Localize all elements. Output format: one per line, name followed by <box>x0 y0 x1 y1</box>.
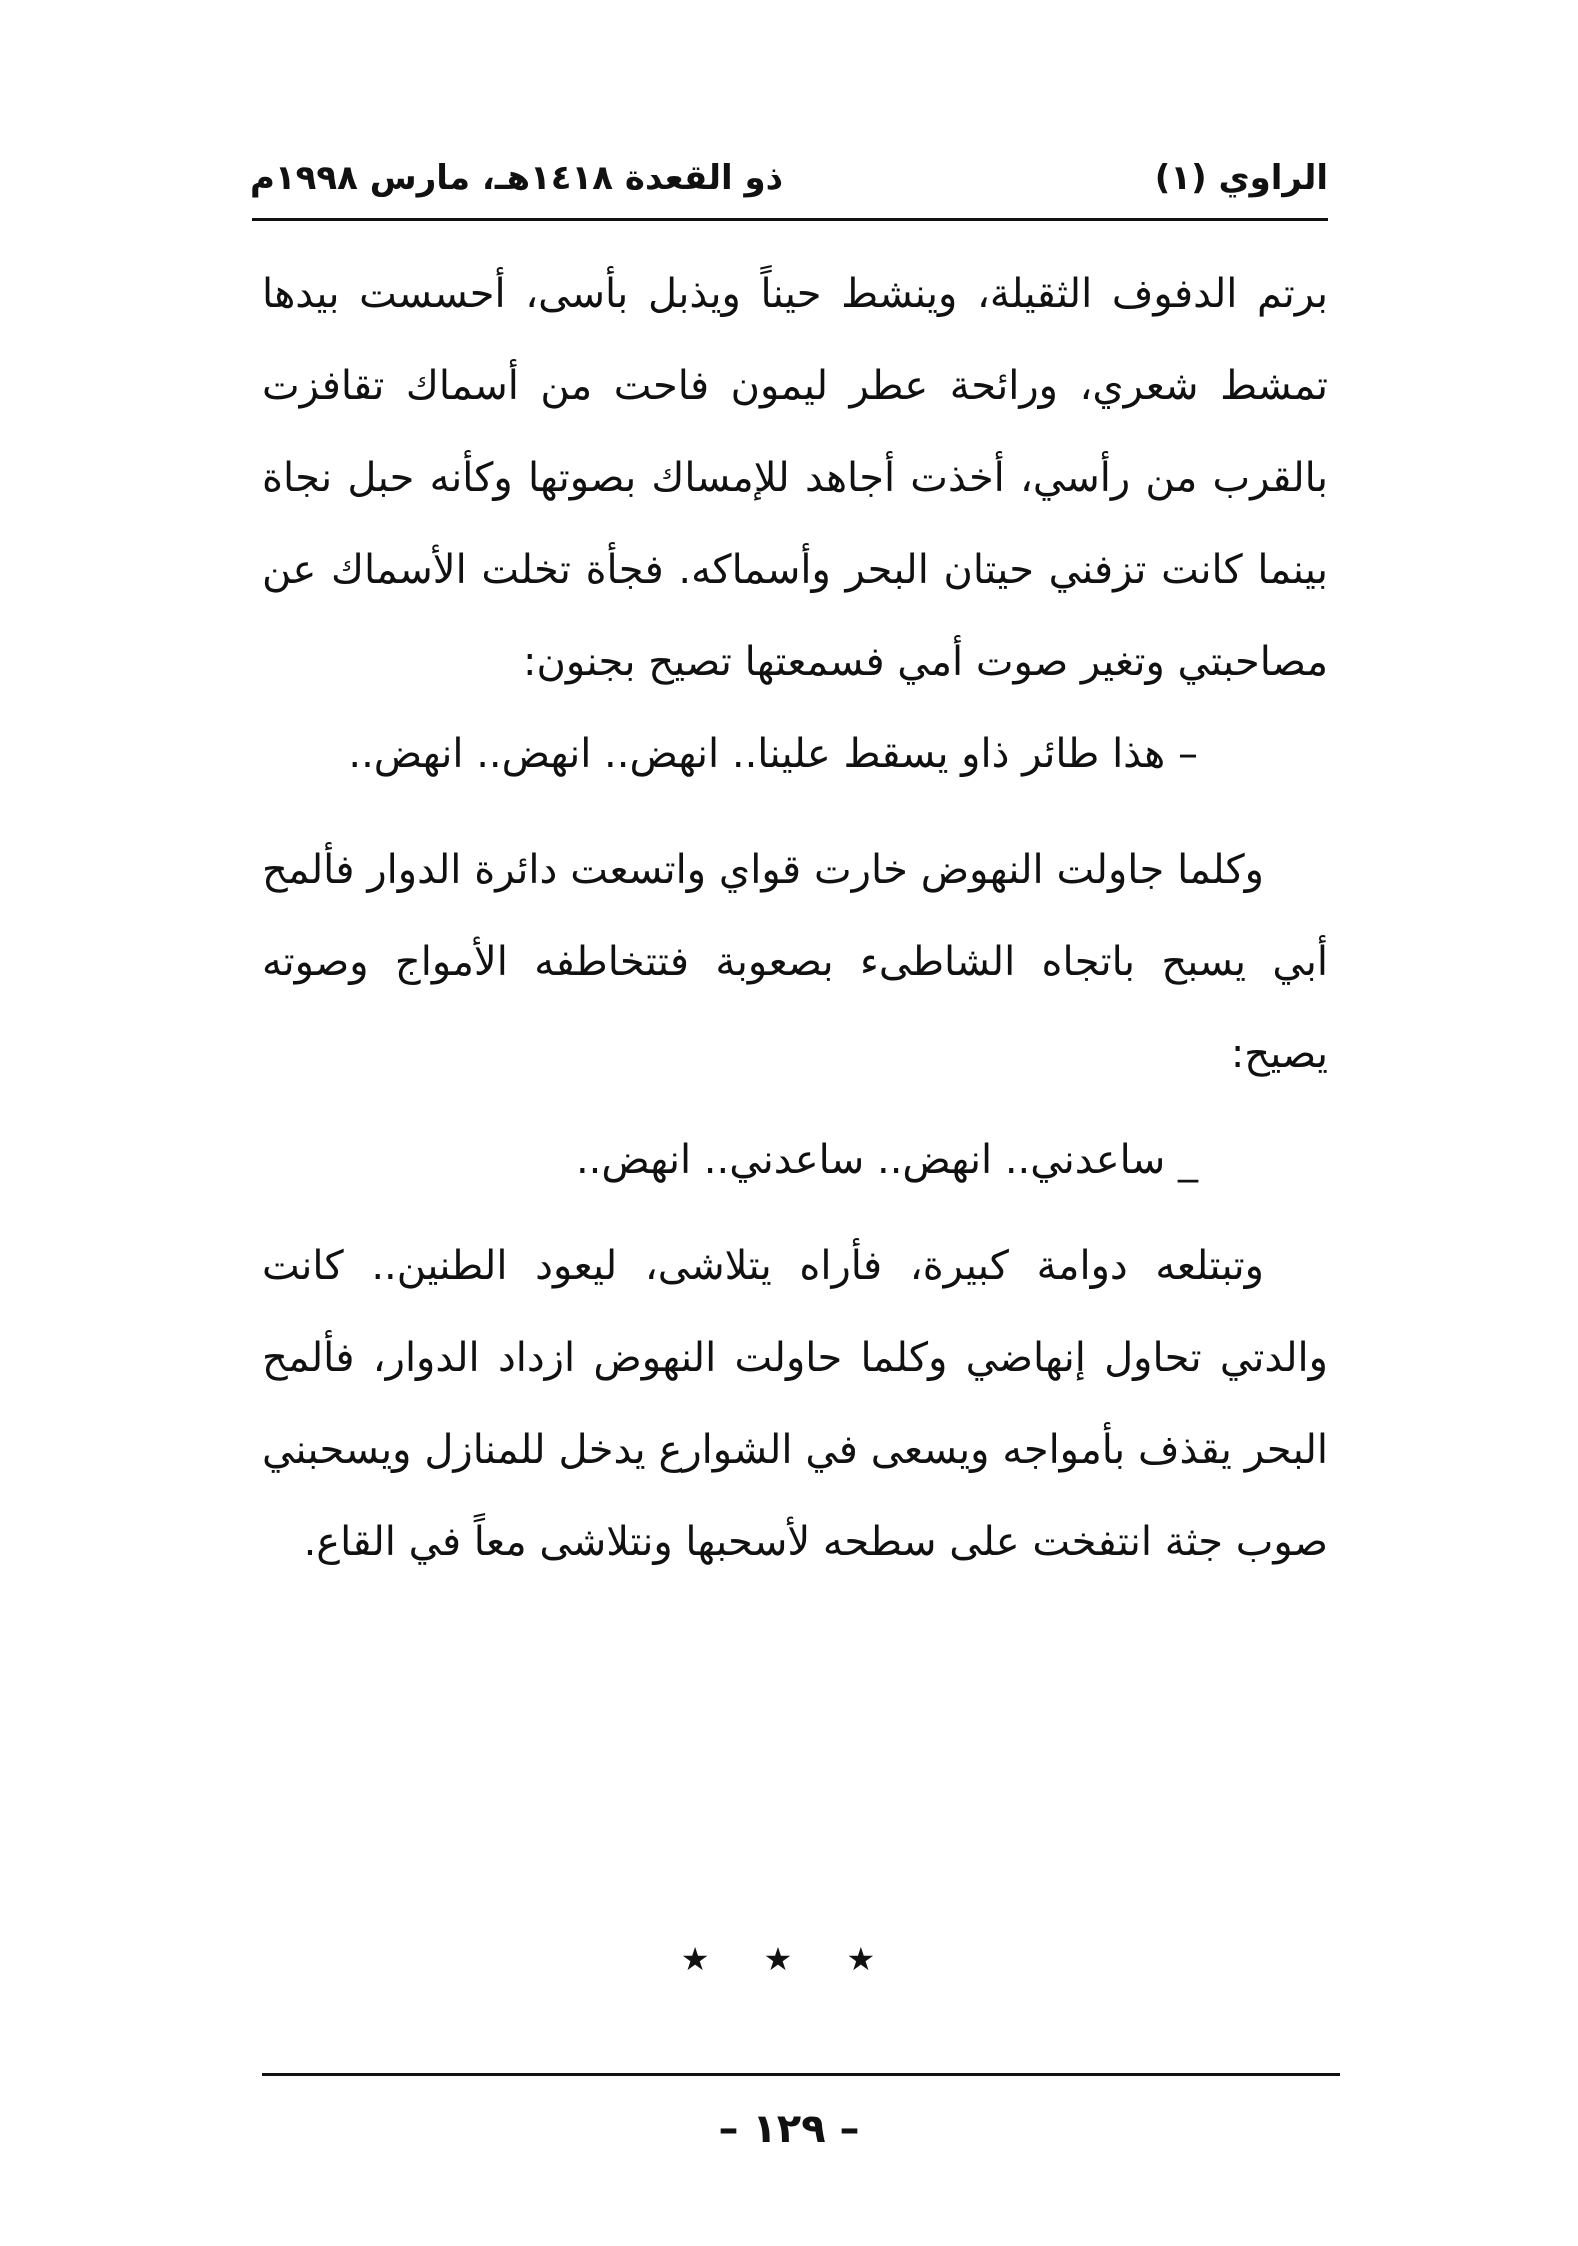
running-header <box>250 150 1328 222</box>
footer-divider <box>262 2073 1340 2076</box>
section-separator: ★ ★ ★ <box>680 1940 898 1978</box>
dialogue-line-1: – هذا طائر ذاو يسقط علينا.. انهض.. انهض.. انهض.. <box>348 731 1198 777</box>
dialogue-line-2: _ ساعدني.. انهض.. ساعدني.. انهض.. <box>575 1137 1198 1183</box>
journal-title: الراوي (١) <box>1154 158 1328 198</box>
paragraph-1: برتم الدفوف الثقيلة، وينشط حيناً ويذبل بأسى، أحسست بيدها تمشط شعري، ورائحة عطر ليمون فاحت من أسماك تقافزت بالقرب من رأسي، أخذت أجاهد للإمساك بصوتها وكأنه حبل نجاة بينما كانت تزفني حيتان البحر وأسماكه. فجأة تخلت الأسماك عن مصاحبتي وتغير صوت أمي فسمعتها تصيح بجنون: <box>262 271 1328 685</box>
paragraph-3: وتبتلعه دوامة كبيرة، فأراه يتلاشى، ليعود الطنين.. كانت والدتي تحاول إنهاضي وكلما حاولت النهوض ازداد الدوار، فألمح البحر يقذف بأمواجه ويسعى في الشوارع يدخل للمنازل ويسحبني صوب جثة انتفخت على سطحه لأسحبها ونتلاشى معاً في القاع. <box>262 1243 1328 1565</box>
paragraph-2: وكلما جاولت النهوض خارت قواي واتسعت دائرة الدوار فألمح أبي يسبح باتجاه الشاطىء بصعوبة فتتخاطفه الأمواج وصوته يصيح: <box>262 847 1328 1077</box>
issue-date: ذو القعدة ١٤١٨هـ، مارس ١٩٩٨م <box>250 158 784 198</box>
header-divider <box>252 218 1328 221</box>
article-body <box>262 248 1328 1588</box>
page-number: – ١٢٩ – <box>718 2106 860 2152</box>
